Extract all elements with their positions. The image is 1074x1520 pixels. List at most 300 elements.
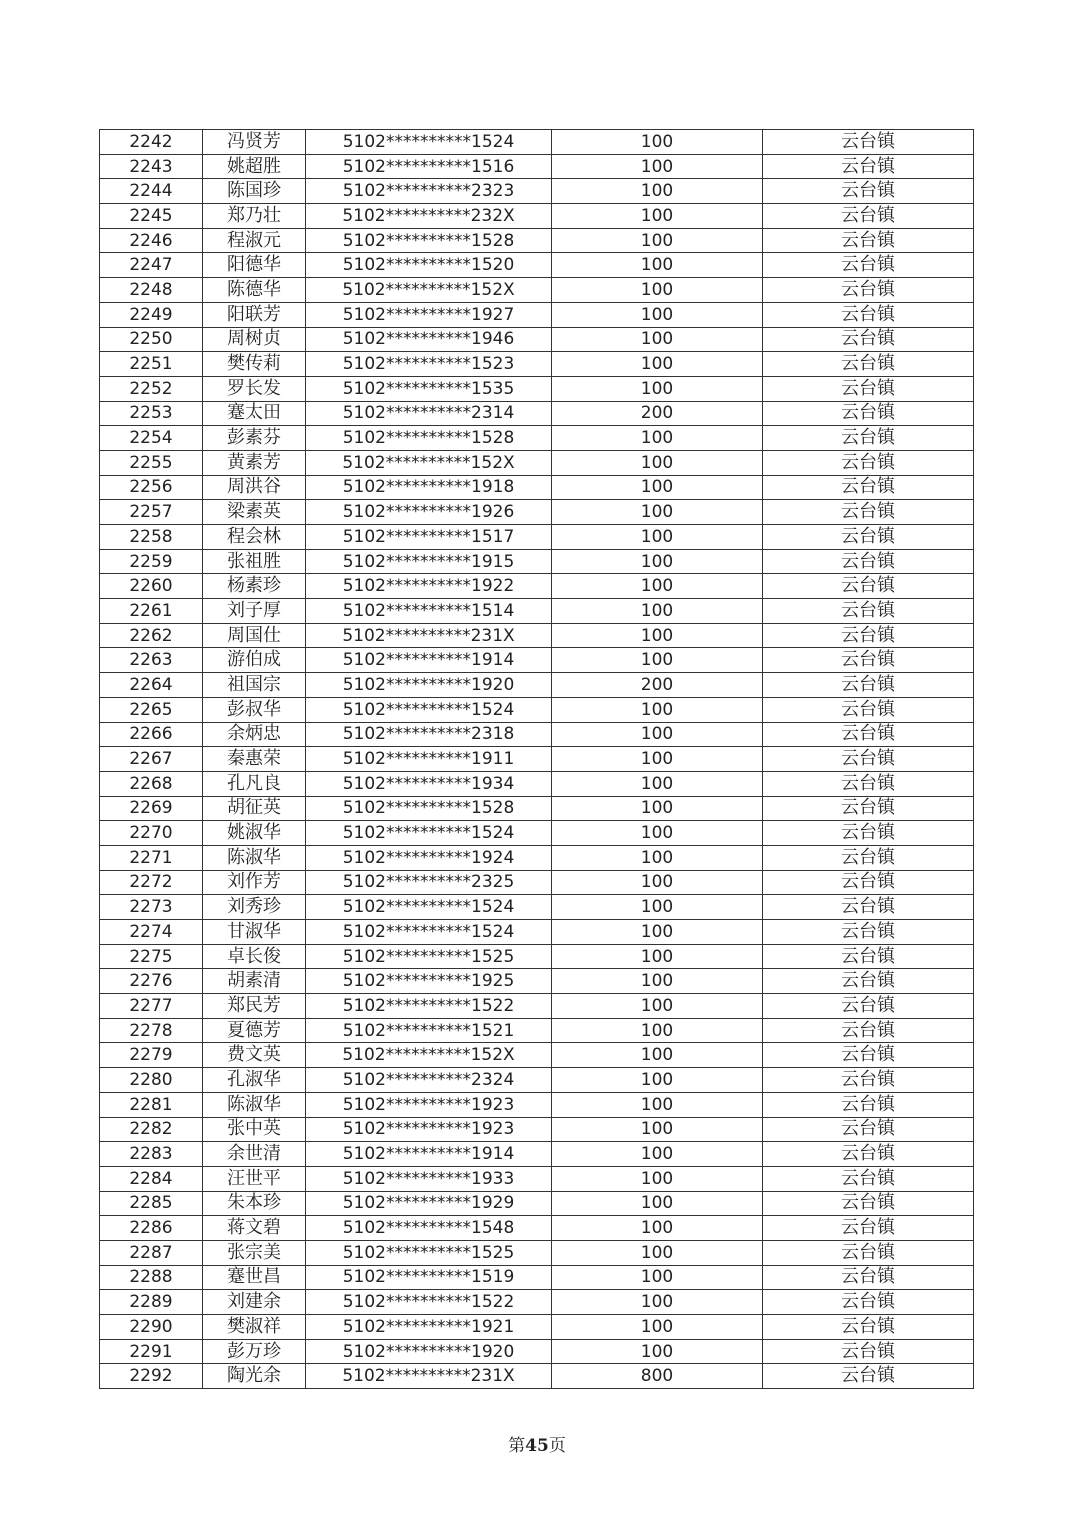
row-number-cell: 2248 bbox=[100, 278, 203, 303]
table-row bbox=[100, 1364, 974, 1389]
id-number-cell: 5102**********1524 bbox=[306, 895, 552, 920]
amount-cell: 100 bbox=[552, 599, 763, 624]
person-name-cell: 程淑元 bbox=[203, 228, 306, 253]
row-number-cell: 2285 bbox=[100, 1191, 203, 1216]
id-number-cell: 5102**********1522 bbox=[306, 994, 552, 1019]
row-number-cell: 2292 bbox=[100, 1364, 203, 1389]
amount-cell: 200 bbox=[552, 401, 763, 426]
amount-cell: 100 bbox=[552, 994, 763, 1019]
amount-cell: 100 bbox=[552, 228, 763, 253]
table-row bbox=[100, 1339, 974, 1364]
town-cell: 云台镇 bbox=[763, 1092, 974, 1117]
row-number-cell: 2276 bbox=[100, 969, 203, 994]
table-row bbox=[100, 154, 974, 179]
town-cell: 云台镇 bbox=[763, 426, 974, 451]
amount-cell: 100 bbox=[552, 278, 763, 303]
row-number-cell: 2257 bbox=[100, 500, 203, 525]
amount-cell: 100 bbox=[552, 302, 763, 327]
row-number-cell: 2288 bbox=[100, 1265, 203, 1290]
town-cell: 云台镇 bbox=[763, 228, 974, 253]
row-number-cell: 2284 bbox=[100, 1166, 203, 1191]
table-row bbox=[100, 130, 974, 155]
id-number-cell: 5102**********1528 bbox=[306, 796, 552, 821]
id-number-cell: 5102**********2323 bbox=[306, 179, 552, 204]
town-cell: 云台镇 bbox=[763, 1018, 974, 1043]
id-number-cell: 5102**********1524 bbox=[306, 697, 552, 722]
amount-cell: 100 bbox=[552, 944, 763, 969]
amount-cell: 100 bbox=[552, 1240, 763, 1265]
town-cell: 云台镇 bbox=[763, 1265, 974, 1290]
table-row bbox=[100, 574, 974, 599]
table-row bbox=[100, 426, 974, 451]
row-number-cell: 2291 bbox=[100, 1339, 203, 1364]
row-number-cell: 2256 bbox=[100, 475, 203, 500]
person-name-cell: 游伯成 bbox=[203, 648, 306, 673]
id-number-cell: 5102**********1920 bbox=[306, 1339, 552, 1364]
id-number-cell: 5102**********1522 bbox=[306, 1290, 552, 1315]
town-cell: 云台镇 bbox=[763, 821, 974, 846]
town-cell: 云台镇 bbox=[763, 1315, 974, 1340]
table-row bbox=[100, 1043, 974, 1068]
row-number-cell: 2243 bbox=[100, 154, 203, 179]
town-cell: 云台镇 bbox=[763, 1068, 974, 1093]
row-number-cell: 2262 bbox=[100, 623, 203, 648]
town-cell: 云台镇 bbox=[763, 870, 974, 895]
town-cell: 云台镇 bbox=[763, 673, 974, 698]
amount-cell: 100 bbox=[552, 920, 763, 945]
row-number-cell: 2273 bbox=[100, 895, 203, 920]
town-cell: 云台镇 bbox=[763, 179, 974, 204]
row-number-cell: 2287 bbox=[100, 1240, 203, 1265]
id-number-cell: 5102**********1946 bbox=[306, 327, 552, 352]
table-row bbox=[100, 1290, 974, 1315]
person-name-cell: 陶光余 bbox=[203, 1364, 306, 1389]
amount-cell: 100 bbox=[552, 179, 763, 204]
amount-cell: 100 bbox=[552, 154, 763, 179]
town-cell: 云台镇 bbox=[763, 895, 974, 920]
amount-cell: 100 bbox=[552, 525, 763, 550]
town-cell: 云台镇 bbox=[763, 1216, 974, 1241]
town-cell: 云台镇 bbox=[763, 994, 974, 1019]
table-row bbox=[100, 895, 974, 920]
amount-cell: 100 bbox=[552, 1339, 763, 1364]
town-cell: 云台镇 bbox=[763, 475, 974, 500]
town-cell: 云台镇 bbox=[763, 771, 974, 796]
row-number-cell: 2252 bbox=[100, 376, 203, 401]
table-row bbox=[100, 1166, 974, 1191]
row-number-cell: 2280 bbox=[100, 1068, 203, 1093]
row-number-cell: 2245 bbox=[100, 204, 203, 229]
table-row bbox=[100, 302, 974, 327]
table-row bbox=[100, 1265, 974, 1290]
row-number-cell: 2266 bbox=[100, 722, 203, 747]
amount-cell: 100 bbox=[552, 1092, 763, 1117]
row-number-cell: 2282 bbox=[100, 1117, 203, 1142]
amount-cell: 100 bbox=[552, 623, 763, 648]
town-cell: 云台镇 bbox=[763, 796, 974, 821]
amount-cell: 100 bbox=[552, 1315, 763, 1340]
table-row bbox=[100, 994, 974, 1019]
amount-cell: 100 bbox=[552, 870, 763, 895]
town-cell: 云台镇 bbox=[763, 401, 974, 426]
person-name-cell: 彭叔华 bbox=[203, 697, 306, 722]
id-number-cell: 5102**********1520 bbox=[306, 253, 552, 278]
town-cell: 云台镇 bbox=[763, 278, 974, 303]
id-number-cell: 5102**********1922 bbox=[306, 574, 552, 599]
person-name-cell: 郑民芳 bbox=[203, 994, 306, 1019]
person-name-cell: 秦惠荣 bbox=[203, 747, 306, 772]
person-name-cell: 梁素英 bbox=[203, 500, 306, 525]
town-cell: 云台镇 bbox=[763, 920, 974, 945]
person-name-cell: 胡素清 bbox=[203, 969, 306, 994]
row-number-cell: 2277 bbox=[100, 994, 203, 1019]
id-number-cell: 5102**********1934 bbox=[306, 771, 552, 796]
row-number-cell: 2267 bbox=[100, 747, 203, 772]
id-number-cell: 5102**********1528 bbox=[306, 426, 552, 451]
amount-cell: 100 bbox=[552, 475, 763, 500]
id-number-cell: 5102**********1528 bbox=[306, 228, 552, 253]
id-number-cell: 5102**********1911 bbox=[306, 747, 552, 772]
subsidy-table bbox=[99, 129, 974, 1389]
id-number-cell: 5102**********1924 bbox=[306, 845, 552, 870]
table-row bbox=[100, 722, 974, 747]
id-number-cell: 5102**********1923 bbox=[306, 1117, 552, 1142]
table-row bbox=[100, 1117, 974, 1142]
person-name-cell: 姚淑华 bbox=[203, 821, 306, 846]
table-row bbox=[100, 1018, 974, 1043]
town-cell: 云台镇 bbox=[763, 302, 974, 327]
person-name-cell: 周国仕 bbox=[203, 623, 306, 648]
person-name-cell: 冯贤芳 bbox=[203, 130, 306, 155]
amount-cell: 100 bbox=[552, 1142, 763, 1167]
town-cell: 云台镇 bbox=[763, 599, 974, 624]
row-number-cell: 2274 bbox=[100, 920, 203, 945]
id-number-cell: 5102**********1927 bbox=[306, 302, 552, 327]
table-row bbox=[100, 450, 974, 475]
amount-cell: 100 bbox=[552, 327, 763, 352]
row-number-cell: 2265 bbox=[100, 697, 203, 722]
table-row bbox=[100, 648, 974, 673]
id-number-cell: 5102**********1521 bbox=[306, 1018, 552, 1043]
person-name-cell: 朱本珍 bbox=[203, 1191, 306, 1216]
person-name-cell: 阳德华 bbox=[203, 253, 306, 278]
town-cell: 云台镇 bbox=[763, 944, 974, 969]
row-number-cell: 2261 bbox=[100, 599, 203, 624]
page-number: 45 bbox=[525, 1436, 549, 1456]
row-number-cell: 2289 bbox=[100, 1290, 203, 1315]
table-row bbox=[100, 376, 974, 401]
table-row bbox=[100, 500, 974, 525]
amount-cell: 100 bbox=[552, 1068, 763, 1093]
person-name-cell: 蹇太田 bbox=[203, 401, 306, 426]
row-number-cell: 2269 bbox=[100, 796, 203, 821]
town-cell: 云台镇 bbox=[763, 130, 974, 155]
amount-cell: 100 bbox=[552, 969, 763, 994]
amount-cell: 800 bbox=[552, 1364, 763, 1389]
row-number-cell: 2242 bbox=[100, 130, 203, 155]
town-cell: 云台镇 bbox=[763, 722, 974, 747]
person-name-cell: 周洪谷 bbox=[203, 475, 306, 500]
id-number-cell: 5102**********1524 bbox=[306, 920, 552, 945]
id-number-cell: 5102**********232X bbox=[306, 204, 552, 229]
row-number-cell: 2259 bbox=[100, 549, 203, 574]
table-row bbox=[100, 623, 974, 648]
row-number-cell: 2270 bbox=[100, 821, 203, 846]
id-number-cell: 5102**********1914 bbox=[306, 648, 552, 673]
table-row bbox=[100, 821, 974, 846]
amount-cell: 100 bbox=[552, 821, 763, 846]
person-name-cell: 张宗美 bbox=[203, 1240, 306, 1265]
person-name-cell: 甘淑华 bbox=[203, 920, 306, 945]
amount-cell: 100 bbox=[552, 1290, 763, 1315]
town-cell: 云台镇 bbox=[763, 747, 974, 772]
row-number-cell: 2247 bbox=[100, 253, 203, 278]
table-row bbox=[100, 1068, 974, 1093]
table-row bbox=[100, 525, 974, 550]
id-number-cell: 5102**********152X bbox=[306, 278, 552, 303]
row-number-cell: 2290 bbox=[100, 1315, 203, 1340]
person-name-cell: 刘作芳 bbox=[203, 870, 306, 895]
table-row bbox=[100, 278, 974, 303]
amount-cell: 100 bbox=[552, 845, 763, 870]
person-name-cell: 孔淑华 bbox=[203, 1068, 306, 1093]
table-row bbox=[100, 253, 974, 278]
id-number-cell: 5102**********1933 bbox=[306, 1166, 552, 1191]
amount-cell: 100 bbox=[552, 648, 763, 673]
person-name-cell: 蹇世昌 bbox=[203, 1265, 306, 1290]
amount-cell: 200 bbox=[552, 673, 763, 698]
id-number-cell: 5102**********1920 bbox=[306, 673, 552, 698]
id-number-cell: 5102**********1926 bbox=[306, 500, 552, 525]
id-number-cell: 5102**********1923 bbox=[306, 1092, 552, 1117]
id-number-cell: 5102**********1524 bbox=[306, 130, 552, 155]
table-row bbox=[100, 352, 974, 377]
row-number-cell: 2271 bbox=[100, 845, 203, 870]
table-row bbox=[100, 920, 974, 945]
amount-cell: 100 bbox=[552, 1043, 763, 1068]
town-cell: 云台镇 bbox=[763, 1142, 974, 1167]
amount-cell: 100 bbox=[552, 747, 763, 772]
town-cell: 云台镇 bbox=[763, 648, 974, 673]
town-cell: 云台镇 bbox=[763, 376, 974, 401]
person-name-cell: 杨素珍 bbox=[203, 574, 306, 599]
town-cell: 云台镇 bbox=[763, 1364, 974, 1389]
table-row bbox=[100, 599, 974, 624]
amount-cell: 100 bbox=[552, 574, 763, 599]
amount-cell: 100 bbox=[552, 204, 763, 229]
table-row bbox=[100, 969, 974, 994]
town-cell: 云台镇 bbox=[763, 327, 974, 352]
id-number-cell: 5102**********1929 bbox=[306, 1191, 552, 1216]
row-number-cell: 2268 bbox=[100, 771, 203, 796]
table-row bbox=[100, 327, 974, 352]
row-number-cell: 2255 bbox=[100, 450, 203, 475]
row-number-cell: 2283 bbox=[100, 1142, 203, 1167]
amount-cell: 100 bbox=[552, 450, 763, 475]
row-number-cell: 2244 bbox=[100, 179, 203, 204]
id-number-cell: 5102**********2324 bbox=[306, 1068, 552, 1093]
id-number-cell: 5102**********1517 bbox=[306, 525, 552, 550]
town-cell: 云台镇 bbox=[763, 450, 974, 475]
table-row bbox=[100, 549, 974, 574]
person-name-cell: 樊淑祥 bbox=[203, 1315, 306, 1340]
person-name-cell: 程会林 bbox=[203, 525, 306, 550]
amount-cell: 100 bbox=[552, 549, 763, 574]
person-name-cell: 夏德芳 bbox=[203, 1018, 306, 1043]
amount-cell: 100 bbox=[552, 895, 763, 920]
person-name-cell: 费文英 bbox=[203, 1043, 306, 1068]
row-number-cell: 2272 bbox=[100, 870, 203, 895]
town-cell: 云台镇 bbox=[763, 525, 974, 550]
person-name-cell: 郑乃壮 bbox=[203, 204, 306, 229]
person-name-cell: 陈国珍 bbox=[203, 179, 306, 204]
row-number-cell: 2275 bbox=[100, 944, 203, 969]
person-name-cell: 汪世平 bbox=[203, 1166, 306, 1191]
person-name-cell: 罗长发 bbox=[203, 376, 306, 401]
table-row bbox=[100, 204, 974, 229]
row-number-cell: 2281 bbox=[100, 1092, 203, 1117]
row-number-cell: 2263 bbox=[100, 648, 203, 673]
town-cell: 云台镇 bbox=[763, 1240, 974, 1265]
town-cell: 云台镇 bbox=[763, 574, 974, 599]
row-number-cell: 2253 bbox=[100, 401, 203, 426]
person-name-cell: 陈德华 bbox=[203, 278, 306, 303]
person-name-cell: 彭素芬 bbox=[203, 426, 306, 451]
person-name-cell: 祖国宗 bbox=[203, 673, 306, 698]
person-name-cell: 蒋文碧 bbox=[203, 1216, 306, 1241]
person-name-cell: 余炳忠 bbox=[203, 722, 306, 747]
table-row bbox=[100, 796, 974, 821]
table-row bbox=[100, 747, 974, 772]
id-number-cell: 5102**********1535 bbox=[306, 376, 552, 401]
person-name-cell: 黄素芳 bbox=[203, 450, 306, 475]
town-cell: 云台镇 bbox=[763, 1166, 974, 1191]
row-number-cell: 2278 bbox=[100, 1018, 203, 1043]
person-name-cell: 胡征英 bbox=[203, 796, 306, 821]
row-number-cell: 2258 bbox=[100, 525, 203, 550]
person-name-cell: 孔凡良 bbox=[203, 771, 306, 796]
table-row bbox=[100, 401, 974, 426]
town-cell: 云台镇 bbox=[763, 204, 974, 229]
person-name-cell: 姚超胜 bbox=[203, 154, 306, 179]
amount-cell: 100 bbox=[552, 796, 763, 821]
town-cell: 云台镇 bbox=[763, 154, 974, 179]
table-row bbox=[100, 1092, 974, 1117]
table-row bbox=[100, 697, 974, 722]
row-number-cell: 2250 bbox=[100, 327, 203, 352]
town-cell: 云台镇 bbox=[763, 1290, 974, 1315]
id-number-cell: 5102**********1516 bbox=[306, 154, 552, 179]
amount-cell: 100 bbox=[552, 697, 763, 722]
id-number-cell: 5102**********2314 bbox=[306, 401, 552, 426]
table-row bbox=[100, 1240, 974, 1265]
person-name-cell: 余世清 bbox=[203, 1142, 306, 1167]
person-name-cell: 阳联芳 bbox=[203, 302, 306, 327]
person-name-cell: 卓长俊 bbox=[203, 944, 306, 969]
town-cell: 云台镇 bbox=[763, 969, 974, 994]
amount-cell: 100 bbox=[552, 722, 763, 747]
id-number-cell: 5102**********1925 bbox=[306, 969, 552, 994]
row-number-cell: 2249 bbox=[100, 302, 203, 327]
id-number-cell: 5102**********1525 bbox=[306, 944, 552, 969]
id-number-cell: 5102**********1918 bbox=[306, 475, 552, 500]
table-row bbox=[100, 1315, 974, 1340]
id-number-cell: 5102**********231X bbox=[306, 1364, 552, 1389]
table-row bbox=[100, 673, 974, 698]
amount-cell: 100 bbox=[552, 1117, 763, 1142]
town-cell: 云台镇 bbox=[763, 623, 974, 648]
person-name-cell: 刘建余 bbox=[203, 1290, 306, 1315]
town-cell: 云台镇 bbox=[763, 1191, 974, 1216]
person-name-cell: 刘秀珍 bbox=[203, 895, 306, 920]
id-number-cell: 5102**********152X bbox=[306, 1043, 552, 1068]
town-cell: 云台镇 bbox=[763, 253, 974, 278]
table-row bbox=[100, 1142, 974, 1167]
amount-cell: 100 bbox=[552, 253, 763, 278]
table-row bbox=[100, 944, 974, 969]
amount-cell: 100 bbox=[552, 771, 763, 796]
town-cell: 云台镇 bbox=[763, 352, 974, 377]
table-row bbox=[100, 475, 974, 500]
table-row bbox=[100, 228, 974, 253]
person-name-cell: 张祖胜 bbox=[203, 549, 306, 574]
person-name-cell: 陈淑华 bbox=[203, 845, 306, 870]
row-number-cell: 2279 bbox=[100, 1043, 203, 1068]
page-label-suffix: 页 bbox=[548, 1436, 566, 1456]
town-cell: 云台镇 bbox=[763, 1117, 974, 1142]
table-row bbox=[100, 845, 974, 870]
id-number-cell: 5102**********1921 bbox=[306, 1315, 552, 1340]
table-row bbox=[100, 1216, 974, 1241]
amount-cell: 100 bbox=[552, 376, 763, 401]
person-name-cell: 张中英 bbox=[203, 1117, 306, 1142]
amount-cell: 100 bbox=[552, 1166, 763, 1191]
row-number-cell: 2251 bbox=[100, 352, 203, 377]
amount-cell: 100 bbox=[552, 426, 763, 451]
amount-cell: 100 bbox=[552, 1191, 763, 1216]
row-number-cell: 2264 bbox=[100, 673, 203, 698]
id-number-cell: 5102**********231X bbox=[306, 623, 552, 648]
table-body bbox=[100, 130, 974, 1389]
person-name-cell: 刘子厚 bbox=[203, 599, 306, 624]
id-number-cell: 5102**********1514 bbox=[306, 599, 552, 624]
amount-cell: 100 bbox=[552, 500, 763, 525]
table-row bbox=[100, 870, 974, 895]
town-cell: 云台镇 bbox=[763, 500, 974, 525]
row-number-cell: 2246 bbox=[100, 228, 203, 253]
id-number-cell: 5102**********1548 bbox=[306, 1216, 552, 1241]
amount-cell: 100 bbox=[552, 1265, 763, 1290]
person-name-cell: 陈淑华 bbox=[203, 1092, 306, 1117]
row-number-cell: 2286 bbox=[100, 1216, 203, 1241]
id-number-cell: 5102**********2325 bbox=[306, 870, 552, 895]
town-cell: 云台镇 bbox=[763, 697, 974, 722]
id-number-cell: 5102**********1519 bbox=[306, 1265, 552, 1290]
id-number-cell: 5102**********1914 bbox=[306, 1142, 552, 1167]
id-number-cell: 5102**********2318 bbox=[306, 722, 552, 747]
amount-cell: 100 bbox=[552, 1216, 763, 1241]
person-name-cell: 彭万珍 bbox=[203, 1339, 306, 1364]
person-name-cell: 樊传莉 bbox=[203, 352, 306, 377]
town-cell: 云台镇 bbox=[763, 1339, 974, 1364]
id-number-cell: 5102**********1524 bbox=[306, 821, 552, 846]
id-number-cell: 5102**********1523 bbox=[306, 352, 552, 377]
amount-cell: 100 bbox=[552, 130, 763, 155]
id-number-cell: 5102**********1525 bbox=[306, 1240, 552, 1265]
table-row bbox=[100, 771, 974, 796]
id-number-cell: 5102**********152X bbox=[306, 450, 552, 475]
page-label-prefix: 第 bbox=[508, 1436, 526, 1456]
